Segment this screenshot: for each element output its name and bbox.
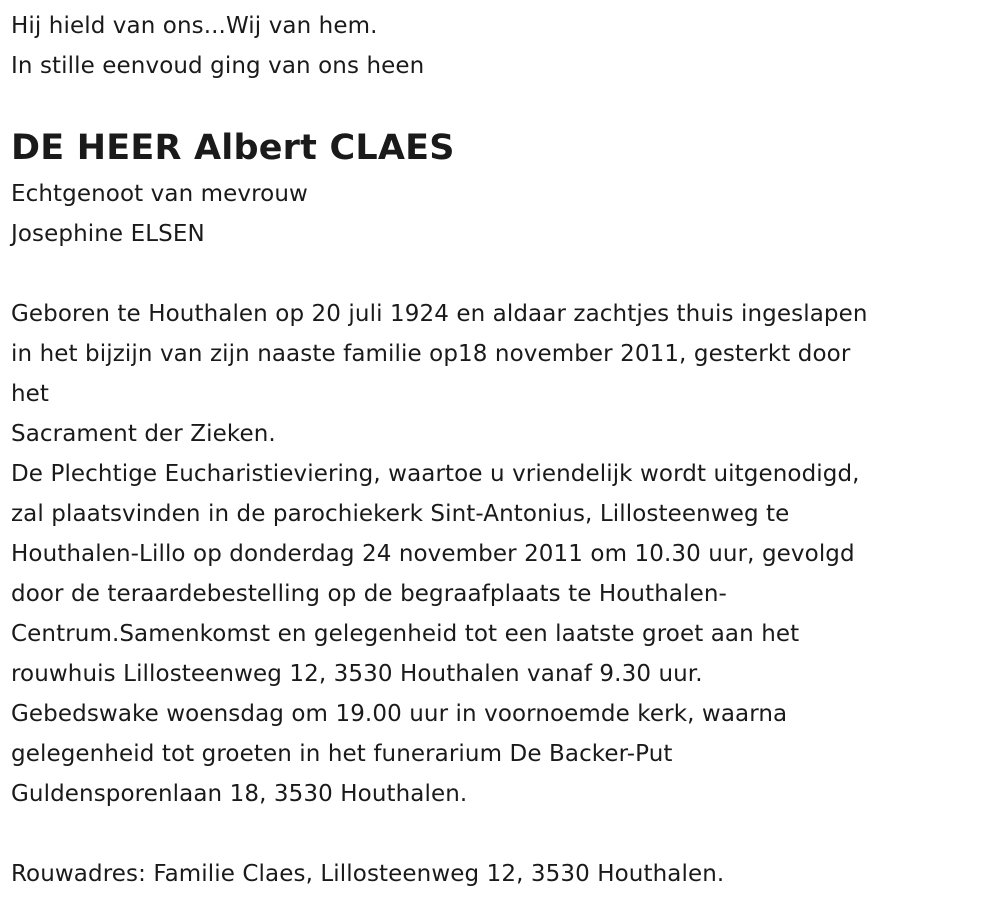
deceased-name: DE HEER Albert CLAES xyxy=(11,128,455,168)
spouse-line: Echtgenoot van mevrouw xyxy=(11,181,308,207)
body-line: rouwhuis Lillosteenweg 12, 3530 Houthalen vanaf 9.30 uur. xyxy=(11,661,703,687)
intro-line: In stille eenvoud ging van ons heen xyxy=(11,53,425,79)
body-line: Houthalen-Lillo op donderdag 24 november 2011 om 10.30 uur, gevolgd xyxy=(11,541,855,567)
spacer xyxy=(11,254,996,294)
body-line: Sacrament der Zieken. xyxy=(11,421,276,447)
intro-block xyxy=(11,6,996,86)
intro-line: Hij hield van ons...Wij van hem. xyxy=(11,13,378,39)
spouse-name: Josephine ELSEN xyxy=(11,221,205,247)
body-line: Guldensporenlaan 18, 3530 Houthalen. xyxy=(11,781,468,807)
body-line: zal plaatsvinden in de parochiekerk Sint-Antonius, Lillosteenweg te xyxy=(11,501,790,527)
body-line: door de teraardebestelling op de begraafplaats te Houthalen- xyxy=(11,581,727,607)
body-text xyxy=(11,294,996,814)
mourning-address: Rouwadres: Familie Claes, Lillosteenweg 12, 3530 Houthalen. xyxy=(11,861,725,887)
body-line: gelegenheid tot groeten in het funerarium De Backer-Put xyxy=(11,741,673,767)
body-line: Geboren te Houthalen op 20 juli 1924 en aldaar zachtjes thuis ingeslapen xyxy=(11,301,868,327)
body-line: Gebedswake woensdag om 19.00 uur in voornoemde kerk, waarna xyxy=(11,701,788,727)
obituary-notice xyxy=(11,6,996,894)
spouse-block xyxy=(11,174,996,254)
spacer xyxy=(11,814,996,854)
body-line: in het bijzijn van zijn naaste familie op18 november 2011, gesterkt door xyxy=(11,341,851,367)
body-line: Centrum.Samenkomst en gelegenheid tot een laatste groet aan het xyxy=(11,621,800,647)
body-line: De Plechtige Eucharistieviering, waartoe u vriendelijk wordt uitgenodigd, xyxy=(11,461,860,487)
body-line: het xyxy=(11,381,50,407)
